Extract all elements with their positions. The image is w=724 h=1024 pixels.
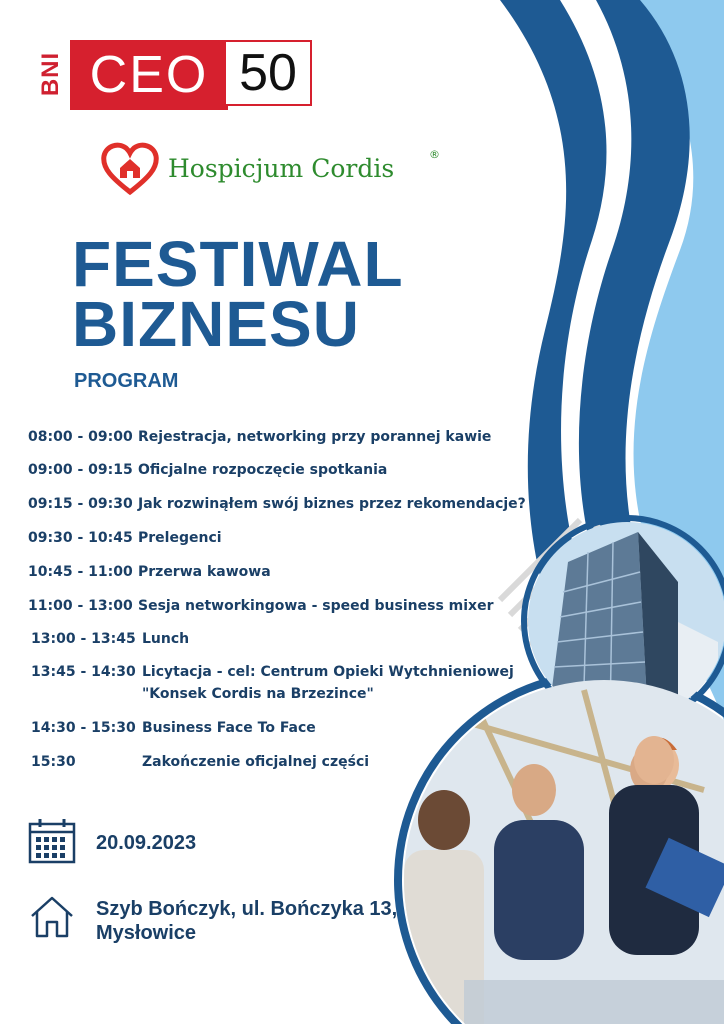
hospice-logo	[100, 138, 460, 198]
ceo-label: CEO	[89, 46, 209, 104]
schedule-desc: Jak rozwinąłem swój biznes przez rekomendacje?	[138, 496, 526, 512]
fifty-box	[224, 40, 312, 106]
schedule-time: 15:30	[31, 754, 76, 770]
schedule-time: 11:00 - 13:00	[28, 598, 133, 614]
schedule-desc: Sesja networkingowa - speed business mixer	[138, 598, 494, 614]
schedule-desc: Rejestracja, networking przy porannej kawie	[138, 429, 492, 445]
home-icon	[28, 894, 76, 938]
schedule-time: 09:15 - 09:30	[28, 496, 133, 512]
schedule-desc: Prelegenci	[138, 530, 222, 546]
hospice-heart-icon	[100, 138, 160, 198]
schedule-time: 10:45 - 11:00	[28, 564, 133, 580]
schedule-time: 09:00 - 09:15	[28, 462, 133, 478]
schedule-time: 14:30 - 15:30	[31, 720, 136, 736]
schedule-desc: Oficjalne rozpoczęcie spotkania	[138, 462, 388, 478]
fifty-label: 50	[239, 44, 297, 102]
event-location-line2: Mysłowice	[96, 922, 197, 944]
schedule-desc: Zakończenie oficjalnej części	[142, 754, 370, 770]
event-location-line1: Szyb Bończyk, ul. Bończyka 13,	[96, 898, 398, 920]
title-line-1: FESTIWAL	[72, 228, 404, 300]
title-line-2: BIZNESU	[72, 288, 360, 360]
ceo-box	[70, 40, 228, 110]
calendar-icon	[28, 818, 76, 864]
bni-label: BNI	[37, 51, 64, 97]
hospice-name: Hospicjum Cordis	[168, 154, 395, 183]
event-date: 20.09.2023	[96, 832, 197, 854]
schedule-time: 08:00 - 09:00	[28, 429, 133, 445]
program-subtitle: PROGRAM	[74, 370, 179, 392]
schedule-desc: Business Face To Face	[142, 720, 316, 736]
schedule-time: 13:45 - 14:30	[31, 664, 136, 680]
bni-ceo50-logo	[36, 38, 316, 110]
schedule-desc: Lunch	[142, 631, 190, 647]
schedule-time: 09:30 - 10:45	[28, 530, 133, 546]
registered-mark: ®	[429, 148, 440, 161]
schedule-desc: Przerwa kawowa	[138, 564, 271, 580]
schedule-time: 13:00 - 13:45	[31, 631, 136, 647]
schedule-desc-line2: "Konsek Cordis na Brzezince"	[142, 686, 374, 702]
schedule-desc: Licytacja - cel: Centrum Opieki Wytchnieniowej	[142, 664, 514, 680]
bni-vertical-text	[36, 38, 66, 110]
